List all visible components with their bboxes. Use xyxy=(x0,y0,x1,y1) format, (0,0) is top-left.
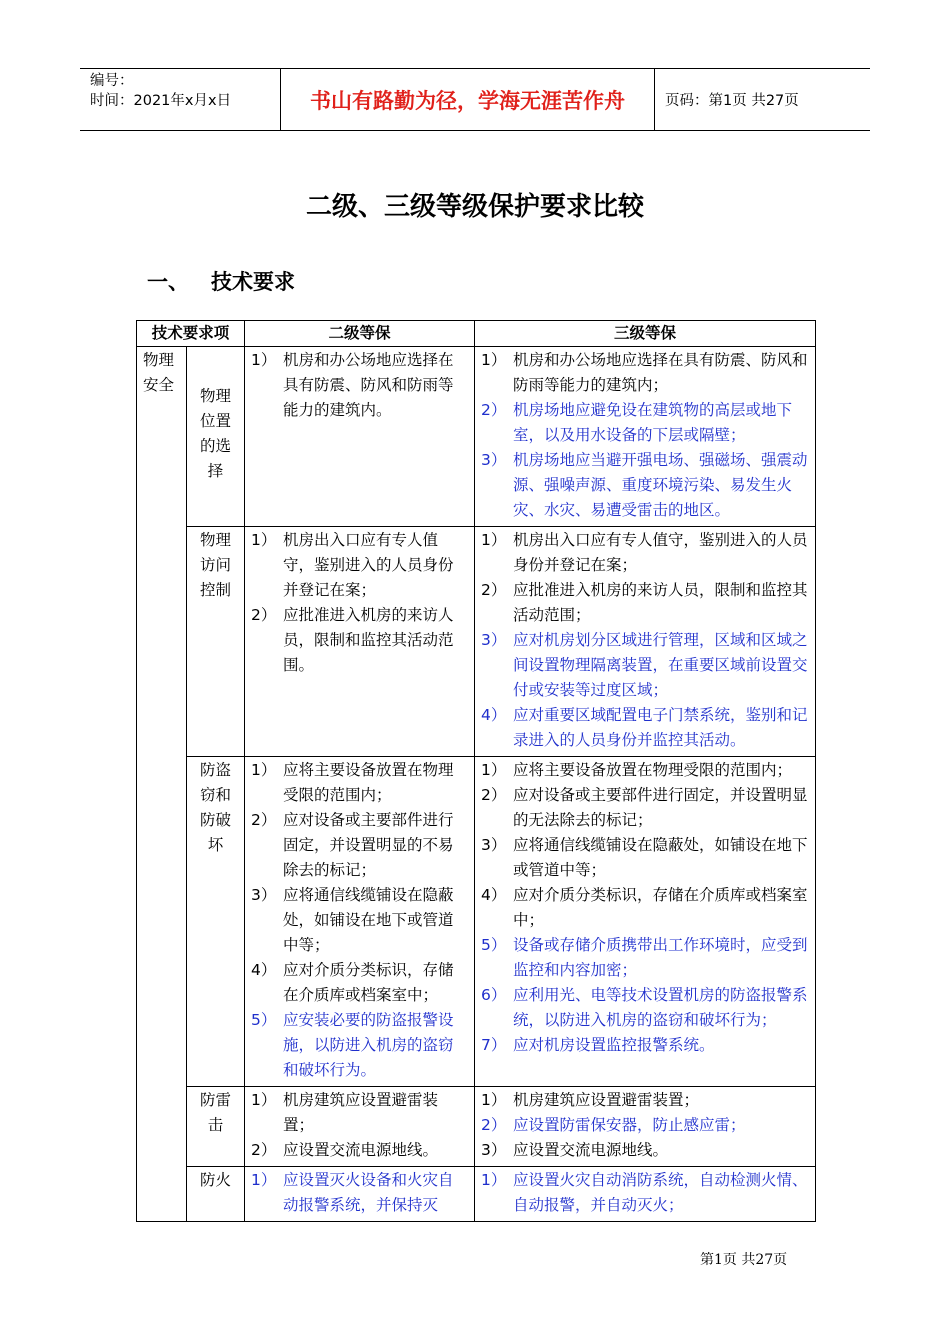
header-item: 技术要求项 xyxy=(137,321,245,347)
level2-cell xyxy=(245,1167,475,1222)
requirement-item xyxy=(251,758,468,808)
table-row xyxy=(137,1087,816,1167)
item-text: 机房出入口应有专人值守，鉴别进入的人员身份并登记在案； xyxy=(513,531,808,574)
requirement-item xyxy=(481,1138,809,1163)
item-number: 7） xyxy=(481,1036,507,1054)
requirement-item xyxy=(481,398,809,448)
item-text: 应利用光、电等技术设置机房的防盗报警系统，以防进入机房的盗窃和破坏行为； xyxy=(513,986,808,1029)
section-title: 技术要求 xyxy=(211,270,295,294)
table-row xyxy=(137,757,816,1087)
item-number: 1） xyxy=(251,351,277,369)
requirement-item xyxy=(481,933,809,983)
requirement-item xyxy=(481,1113,809,1138)
item-text: 应批准进入机房的来访人员，限制和监控其活动范围； xyxy=(513,581,808,624)
category-label: 物理安全 xyxy=(143,351,175,394)
subitem-cell xyxy=(187,527,245,757)
item-number: 2） xyxy=(251,811,277,829)
item-number: 1） xyxy=(481,531,507,549)
item-text: 应将通信线缆铺设在隐蔽处，如铺设在地下或管道中等； xyxy=(283,886,454,954)
item-number: 1） xyxy=(481,1091,507,1109)
item-text: 应对设备或主要部件进行固定，并设置明显的不易除去的标记； xyxy=(283,811,454,879)
requirement-item xyxy=(481,983,809,1033)
subitem-label: 物理位置的选择 xyxy=(200,387,232,480)
requirement-item xyxy=(481,1088,809,1113)
item-text: 应设置灭火设备和火灾自动报警系统，并保持灭 xyxy=(283,1171,454,1214)
item-text: 应安装必要的防盗报警设施，以防进入机房的盗窃和破坏行为。 xyxy=(283,1011,454,1079)
requirement-item xyxy=(251,1138,468,1163)
section-number: 一、 xyxy=(147,270,189,294)
requirement-item xyxy=(481,833,809,883)
item-text: 设备或存储介质携带出工作环境时，应受到监控和内容加密； xyxy=(513,936,808,979)
requirement-item xyxy=(481,528,809,578)
requirement-item xyxy=(251,1008,468,1083)
requirement-item xyxy=(251,1168,468,1218)
requirement-item xyxy=(251,958,468,1008)
item-number: 1） xyxy=(251,761,277,779)
subitem-label: 防盗窃和防破坏 xyxy=(200,761,232,854)
subitem-cell xyxy=(187,1087,245,1167)
item-text: 机房建筑应设置避雷装置； xyxy=(513,1091,700,1109)
item-number: 1） xyxy=(251,1091,277,1109)
level2-cell xyxy=(245,757,475,1087)
item-number: 2） xyxy=(251,1141,277,1159)
item-number: 2） xyxy=(481,581,507,599)
table-row xyxy=(137,347,816,527)
item-text: 应设置交流电源地线。 xyxy=(513,1141,669,1159)
header-meta xyxy=(80,69,281,130)
item-text: 机房场地应避免设在建筑物的高层或地下室，以及用水设备的下层或隔壁； xyxy=(513,401,793,444)
item-text: 机房场地应当避开强电场、强磁场、强震动源、强噪声源、重度环境污染、易发生火灾、水灾、易遭受雷击的地区。 xyxy=(513,451,808,519)
item-text: 机房和办公场地应选择在具有防震、防风和防雨等能力的建筑内。 xyxy=(283,351,454,419)
table-row xyxy=(137,1167,816,1222)
page-header xyxy=(80,68,870,131)
item-number: 2） xyxy=(481,786,507,804)
requirement-item xyxy=(251,883,468,958)
level3-cell xyxy=(475,1167,816,1222)
item-text: 应将主要设备放置在物理受限的范围内； xyxy=(283,761,454,804)
requirement-item xyxy=(481,758,809,783)
table-body xyxy=(137,347,816,1222)
item-number: 2） xyxy=(481,401,507,419)
section-heading xyxy=(147,266,295,296)
level2-cell xyxy=(245,347,475,527)
item-number: 5） xyxy=(481,936,507,954)
subitem-label: 防火 xyxy=(200,1171,232,1189)
page-footer: 第1页 共27页 xyxy=(700,1252,788,1268)
header-motto: 书山有路勤为径，学海无涯苦作舟 xyxy=(281,69,655,130)
requirement-item xyxy=(481,628,809,703)
item-text: 应对机房设置监控报警系统。 xyxy=(513,1036,715,1054)
item-text: 应对设备或主要部件进行固定，并设置明显的无法除去的标记； xyxy=(513,786,808,829)
requirement-item xyxy=(481,783,809,833)
item-number: 1） xyxy=(481,351,507,369)
item-number: 1） xyxy=(481,761,507,779)
level3-cell xyxy=(475,527,816,757)
item-text: 应设置交流电源地线。 xyxy=(283,1141,439,1159)
item-number: 3） xyxy=(481,451,507,469)
item-text: 机房建筑应设置避雷装置； xyxy=(283,1091,439,1134)
item-text: 应对介质分类标识，存储在介质库或档案室中； xyxy=(283,961,454,1004)
item-number: 1） xyxy=(251,531,277,549)
item-number: 1） xyxy=(481,1171,507,1189)
table-header-row xyxy=(137,321,816,347)
requirement-item xyxy=(251,1088,468,1138)
header-page-label: 页码：第1页 共27页 xyxy=(665,93,799,109)
requirement-item xyxy=(481,883,809,933)
level3-cell xyxy=(475,347,816,527)
requirement-item xyxy=(481,578,809,628)
item-number: 3） xyxy=(481,836,507,854)
item-text: 应设置防雷保安器，防止感应雷； xyxy=(513,1116,746,1134)
requirements-table xyxy=(136,320,816,1222)
time-label: 时间：2021年x月x日 xyxy=(90,93,232,109)
requirement-item xyxy=(251,528,468,603)
item-text: 应批准进入机房的来访人员，限制和监控其活动范围。 xyxy=(283,606,454,674)
item-number: 2） xyxy=(481,1116,507,1134)
requirement-item xyxy=(481,1168,809,1218)
item-text: 应对介质分类标识，存储在介质库或档案室中； xyxy=(513,886,808,929)
category-cell xyxy=(137,347,187,1222)
requirement-item xyxy=(251,348,468,423)
subitem-cell xyxy=(187,1167,245,1222)
item-number: 4） xyxy=(481,886,507,904)
requirement-item xyxy=(481,348,809,398)
item-number: 6） xyxy=(481,986,507,1004)
requirement-item xyxy=(251,808,468,883)
level2-cell xyxy=(245,1087,475,1167)
item-number: 4） xyxy=(251,961,277,979)
level3-cell xyxy=(475,1087,816,1167)
subitem-label: 物理访问控制 xyxy=(200,531,232,599)
item-text: 应将主要设备放置在物理受限的范围内； xyxy=(513,761,793,779)
subitem-cell xyxy=(187,757,245,1087)
item-number: 3） xyxy=(481,1141,507,1159)
document-title: 二级、三级等级保护要求比较 xyxy=(305,192,644,222)
item-text: 应对重要区域配置电子门禁系统，鉴别和记录进入的人员身份并监控其活动。 xyxy=(513,706,808,749)
item-text: 应对机房划分区域进行管理，区域和区域之间设置物理隔离装置，在重要区域前设置交付或安装等过度区域； xyxy=(513,631,808,699)
subitem-label: 防雷击 xyxy=(200,1091,232,1134)
item-text: 应将通信线缆铺设在隐蔽处，如铺设在地下或管道中等； xyxy=(513,836,808,879)
item-text: 应设置火灾自动消防系统，自动检测火情、自动报警，并自动灭火； xyxy=(513,1171,808,1214)
item-number: 3） xyxy=(481,631,507,649)
subitem-cell xyxy=(187,347,245,527)
requirement-item xyxy=(481,1033,809,1058)
requirement-item xyxy=(251,603,468,678)
item-text: 机房出入口应有专人值守，鉴别进入的人员身份并登记在案； xyxy=(283,531,454,599)
item-text: 机房和办公场地应选择在具有防震、防风和防雨等能力的建筑内； xyxy=(513,351,808,394)
header-level2: 二级等保 xyxy=(245,321,475,347)
item-number: 5） xyxy=(251,1011,277,1029)
table-row xyxy=(137,527,816,757)
item-number: 1） xyxy=(251,1171,277,1189)
item-number: 2） xyxy=(251,606,277,624)
serial-label: 编号： xyxy=(90,73,134,89)
requirement-item xyxy=(481,703,809,753)
level2-cell xyxy=(245,527,475,757)
item-number: 3） xyxy=(251,886,277,904)
item-number: 4） xyxy=(481,706,507,724)
requirement-item xyxy=(481,448,809,523)
header-level3: 三级等保 xyxy=(475,321,816,347)
level3-cell xyxy=(475,757,816,1087)
